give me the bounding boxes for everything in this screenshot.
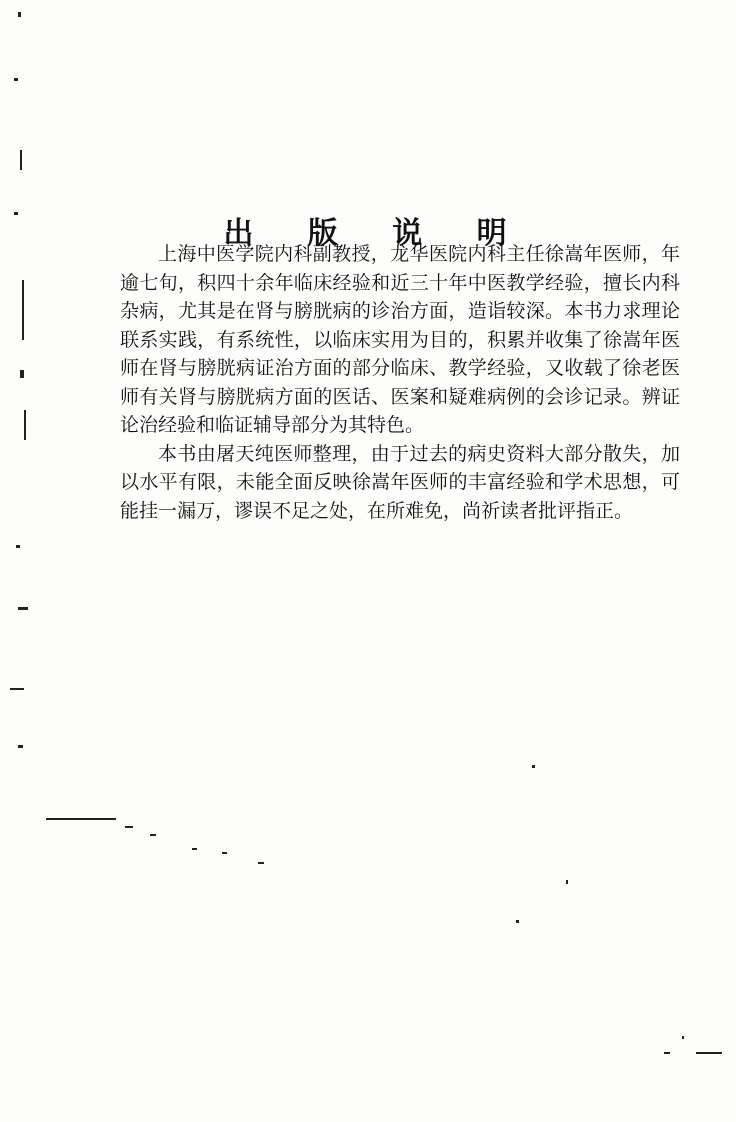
page-title: 出 版 说 明 xyxy=(223,216,529,252)
paragraph: 上海中医学院内科副教授，龙华医院内科主任徐嵩年医师，年逾七旬，积四十余年临床经验和近三十年中医教学经验，擅长内科杂病，尤其是在肾与膀胱病的诊治方面，造诣较深。本书力求理论联系实践，有系统性，以临床实用为目的，积累并收集了徐嵩年医师在肾与膀胱病证治方面的部分临床、教学经验，又收载了徐老医师有关肾与膀胱病方面的医话、医案和疑难病例的会诊记录。辨证论治经验和临证辅导部分为其特色。 xyxy=(120,243,680,436)
scan-mark xyxy=(10,688,24,690)
paragraph: 本书由屠天纯医师整理，由于过去的病史资料大部分散失，加以水平有限，未能全面反映徐嵩年医师的丰富经验和学术思想，可能挂一漏万，谬误不足之处，在所难免，尚祈读者批评指正。 xyxy=(120,442,680,522)
scan-mark xyxy=(22,280,24,340)
scan-mark xyxy=(682,1036,684,1039)
scan-mark xyxy=(16,545,20,548)
document-body xyxy=(120,240,680,525)
scan-mark xyxy=(46,818,116,820)
scan-mark xyxy=(18,745,23,748)
scan-mark xyxy=(532,765,535,768)
scan-mark xyxy=(516,920,519,923)
scan-mark xyxy=(696,1052,722,1054)
scan-mark xyxy=(566,880,568,884)
scan-mark xyxy=(18,607,28,610)
scan-mark xyxy=(664,1052,670,1054)
scan-mark xyxy=(125,826,133,828)
scan-mark xyxy=(24,410,26,440)
scan-mark xyxy=(20,370,24,378)
scan-mark xyxy=(222,852,227,854)
scan-mark xyxy=(18,12,21,17)
scan-mark xyxy=(150,834,156,836)
scan-mark xyxy=(258,862,264,864)
scan-mark xyxy=(14,78,18,81)
scan-mark xyxy=(192,848,197,850)
scan-mark xyxy=(20,150,22,170)
